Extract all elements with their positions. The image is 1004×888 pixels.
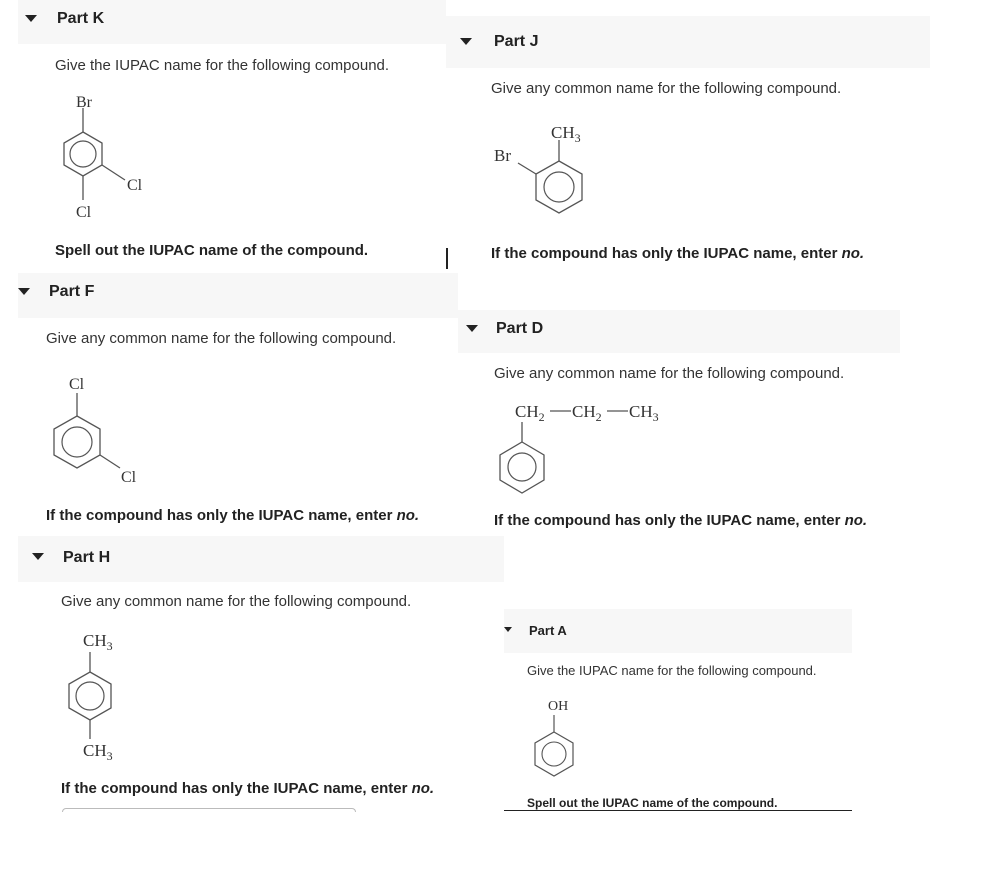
aromatic-circle <box>508 453 536 481</box>
answer-box-edge <box>62 808 356 812</box>
part-k-title: Part K <box>57 10 105 27</box>
part-d-instruction: If the compound has only the IUPAC name, enter no. <box>494 512 868 529</box>
part-d-structure <box>494 398 694 498</box>
part-j-title: Part J <box>494 33 539 50</box>
part-j-instruction: If the compound has only the IUPAC name, enter no. <box>491 245 865 262</box>
part-a-prompt: Give the IUPAC name for the following compound. <box>527 663 817 678</box>
substituent-ch3-bottom: $CH_3$ <box>83 741 113 763</box>
part-f-structure <box>48 372 168 492</box>
part-a-instruction: Spell out the IUPAC name of the compound. <box>527 796 778 810</box>
collapse-triangle-icon <box>32 553 44 560</box>
substituent-oh: OH <box>548 699 569 714</box>
part-f-instruction: If the compound has only the IUPAC name, enter no. <box>46 507 420 524</box>
benzene-ring <box>535 732 573 776</box>
substituent-br: Br <box>494 146 511 165</box>
part-d-header[interactable] <box>458 310 900 353</box>
substituent-ch3: $CH_3$ <box>551 123 581 145</box>
part-h-structure <box>78 626 198 766</box>
benzene-ring <box>500 442 544 493</box>
benzene-ring <box>69 672 111 720</box>
text-cursor <box>446 248 448 269</box>
aromatic-circle <box>76 682 104 710</box>
part-k-header[interactable] <box>18 0 446 44</box>
part-k-instruction: Spell out the IUPAC name of the compound. <box>55 242 369 259</box>
part-d-prompt: Give any common name for the following compound. <box>494 365 845 382</box>
substituent-cl-bottom: Cl <box>76 204 92 221</box>
bond-right <box>102 165 125 180</box>
substituent-ch3-top: $CH_3$ <box>83 631 113 653</box>
part-j-header[interactable] <box>446 16 930 68</box>
benzene-ring <box>536 161 582 213</box>
substituent-br: Br <box>76 94 92 111</box>
part-f-prompt: Give any common name for the following compound. <box>46 330 397 347</box>
part-j-structure <box>490 120 610 220</box>
bond-right <box>100 455 120 468</box>
part-k-structure <box>50 88 170 228</box>
chain-ch2-1: $CH_2$ <box>515 402 545 424</box>
part-h-header[interactable] <box>18 536 504 582</box>
part-h-title: Part H <box>63 549 111 566</box>
aromatic-circle <box>70 141 96 167</box>
aromatic-circle <box>542 742 566 766</box>
benzene-ring <box>54 416 100 468</box>
bond-left <box>518 163 536 174</box>
collapse-triangle-icon <box>466 325 478 332</box>
part-d-title: Part D <box>496 320 544 337</box>
part-k-prompt: Give the IUPAC name for the following compound. <box>55 57 390 74</box>
collapse-triangle-icon <box>18 288 30 295</box>
substituent-cl-right: Cl <box>121 469 137 486</box>
collapse-triangle-icon <box>25 15 37 22</box>
part-j-prompt: Give any common name for the following compound. <box>491 80 842 97</box>
chain-ch2-2: $CH_2$ <box>572 402 602 424</box>
aromatic-circle <box>62 427 92 457</box>
part-h-prompt: Give any common name for the following compound. <box>61 593 412 610</box>
part-a-title: Part A <box>529 623 567 638</box>
part-a-header[interactable] <box>504 609 852 653</box>
part-a-structure <box>530 696 610 786</box>
substituent-cl-right: Cl <box>127 177 143 194</box>
collapse-triangle-icon <box>460 38 472 45</box>
answer-box-edge <box>504 810 852 811</box>
part-f-header[interactable] <box>18 273 458 318</box>
aromatic-circle <box>544 172 574 202</box>
collapse-triangle-icon <box>504 627 512 632</box>
part-h-instruction: If the compound has only the IUPAC name, enter no. <box>61 780 435 797</box>
part-f-title: Part F <box>49 283 95 300</box>
chain-ch3: $CH_3$ <box>629 402 659 424</box>
substituent-cl-top: Cl <box>69 376 85 393</box>
